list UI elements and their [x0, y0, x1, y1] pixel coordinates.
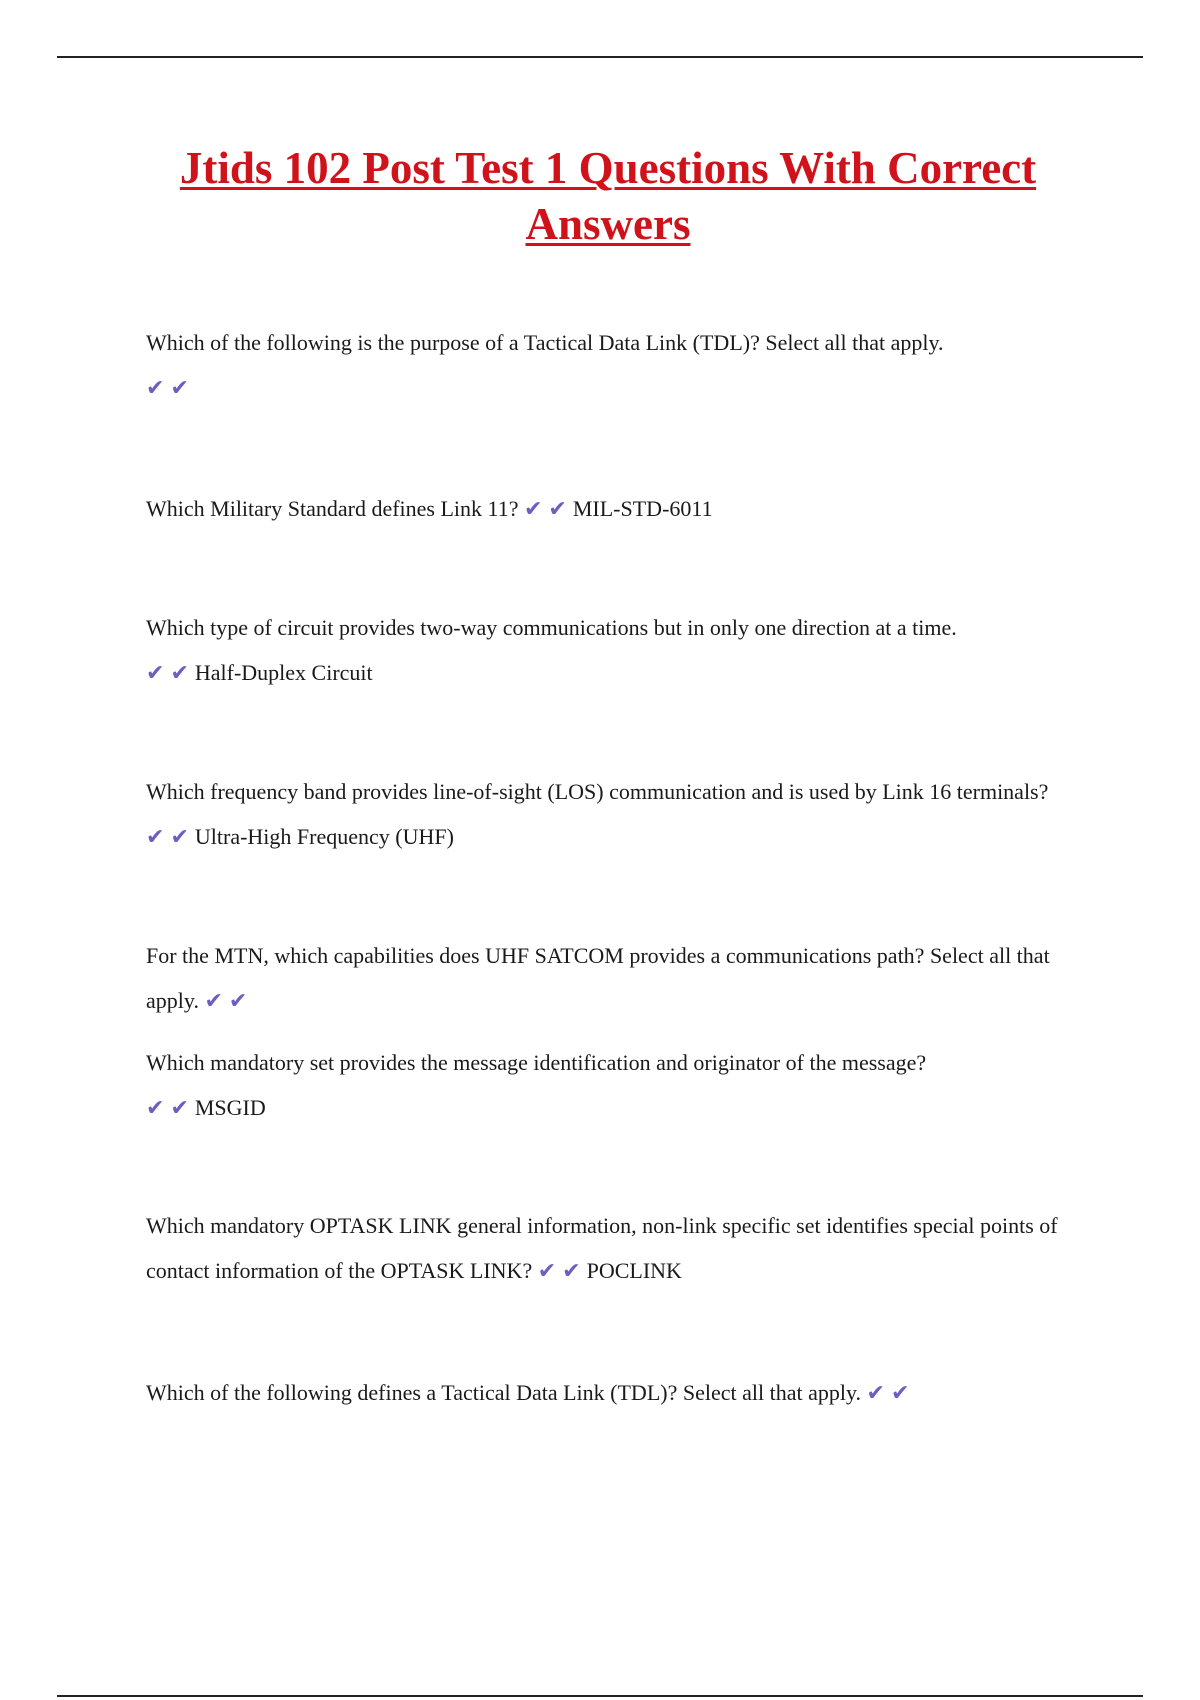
qa-item	[146, 933, 1070, 1024]
check-icon: ✔	[146, 661, 165, 686]
check-icon: ✔	[170, 825, 189, 850]
answer-text: Half-Duplex Circuit	[194, 660, 373, 685]
qa-item	[146, 1040, 1070, 1131]
qa-item	[146, 1203, 1070, 1294]
qa-item	[146, 320, 1070, 411]
qa-item	[146, 1370, 1070, 1416]
check-icon: ✔	[146, 376, 165, 401]
check-icon: ✔	[204, 989, 223, 1014]
question-text: Which of the following is the purpose of a Tactical Data Link (TDL)? Select all that apply.	[146, 330, 944, 355]
check-icon: ✔	[562, 1259, 581, 1284]
qa-item	[146, 769, 1070, 860]
footer-rule	[57, 1695, 1143, 1697]
check-icon: ✔	[146, 1096, 165, 1121]
check-icon: ✔	[146, 825, 165, 850]
document-body	[146, 140, 1070, 1406]
question-text: Which mandatory OPTASK LINK general information, non-link specific set identifies special points of contact information of the OPTASK LINK?	[146, 1213, 1058, 1283]
check-icon: ✔	[523, 497, 543, 522]
question-text: For the MTN, which capabilities does UHF SATCOM provides a communications path? Select all that apply.	[146, 943, 1050, 1013]
answer-text: Ultra-High Frequency (UHF)	[194, 824, 454, 849]
answer-text: MIL-STD-6011	[572, 496, 713, 521]
check-icon: ✔	[170, 661, 189, 686]
check-icon: ✔	[170, 1096, 189, 1121]
qa-item	[146, 486, 1070, 532]
document-title: Jtids 102 Post Test 1 Questions With Correct Answers	[179, 143, 1037, 249]
check-icon: ✔	[866, 1381, 885, 1406]
answer-text: MSGID	[194, 1095, 266, 1120]
check-icon: ✔	[890, 1381, 910, 1406]
qa-item	[146, 605, 1070, 696]
header-rule	[57, 56, 1143, 58]
check-icon: ✔	[537, 1259, 557, 1284]
question-text: Which of the following defines a Tactical Data Link (TDL)? Select all that apply.	[146, 1380, 862, 1405]
check-icon: ✔	[170, 376, 189, 401]
question-text: Which type of circuit provides two-way communications but in only one direction at a time.	[146, 615, 957, 640]
question-text: Which mandatory set provides the message identification and originator of the message?	[146, 1050, 927, 1075]
check-icon: ✔	[228, 989, 248, 1014]
check-icon: ✔	[548, 497, 567, 522]
question-text: Which frequency band provides line-of-sight (LOS) communication and is used by Link 16 terminals?	[146, 779, 1049, 804]
answer-text: POCLINK	[586, 1258, 682, 1283]
question-text: Which Military Standard defines Link 11?	[146, 496, 519, 521]
